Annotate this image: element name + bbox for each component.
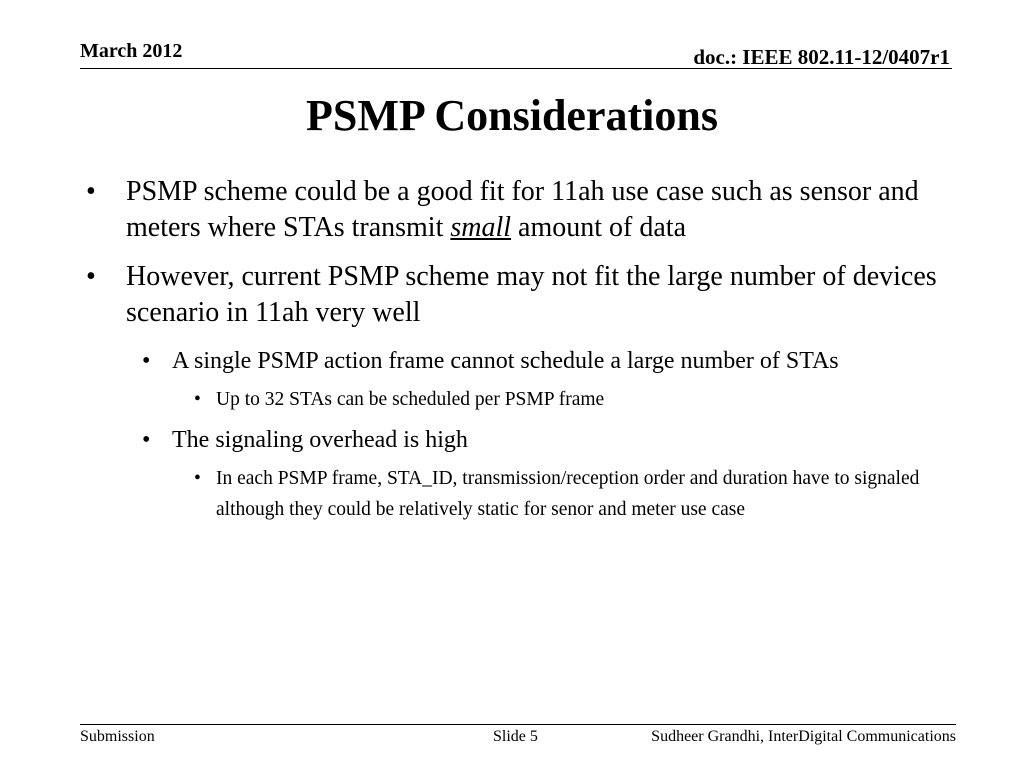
footer-author: Sudheer Grandhi, InterDigital Communications: [651, 728, 956, 745]
bullet-level1: [86, 174, 966, 246]
bullet-text: A single PSMP action frame cannot schedule a large number of STAs: [172, 348, 839, 374]
bullet-text: In each PSMP frame, STA_ID, transmission/reception order and duration have to signaled although they could be relatively static for senor and meter use case: [216, 468, 920, 520]
bullet-level3: [86, 384, 966, 415]
bullet-text: amount of data: [511, 212, 686, 243]
bullet-dot-icon: •: [86, 176, 96, 207]
bullet-level2: [86, 423, 966, 457]
footer-divider: [80, 724, 956, 725]
bullet-dot-icon: •: [142, 348, 151, 374]
bullet-dot-icon: •: [142, 427, 151, 453]
header-date: March 2012: [80, 40, 183, 62]
bullet-text: However, current PSMP scheme may not fit the large number of devices scenario in 11ah very well: [126, 261, 937, 328]
bullet-level3: [86, 463, 966, 525]
bullet-emphasis: small: [450, 212, 512, 243]
bullet-dot-icon: •: [86, 261, 96, 292]
slide-body: [86, 174, 966, 533]
bullet-text: Up to 32 STAs can be scheduled per PSMP frame: [216, 389, 605, 410]
header-divider: [80, 68, 952, 69]
footer-slide-number: Slide 5: [493, 728, 538, 745]
bullet-dot-icon: •: [194, 468, 201, 489]
footer-submission: Submission: [80, 728, 155, 745]
slide-title: PSMP Considerations: [306, 91, 718, 140]
bullet-text: PSMP scheme could be a good fit for 11ah use case such as sensor and meters where STAs transmit: [126, 176, 919, 243]
bullet-text: The signaling overhead is high: [172, 427, 468, 453]
bullet-level2: [86, 344, 966, 378]
bullet-dot-icon: •: [194, 389, 201, 410]
bullet-level1: [86, 259, 966, 331]
header-doc-id: doc.: IEEE 802.11-12/0407r1: [693, 45, 950, 69]
